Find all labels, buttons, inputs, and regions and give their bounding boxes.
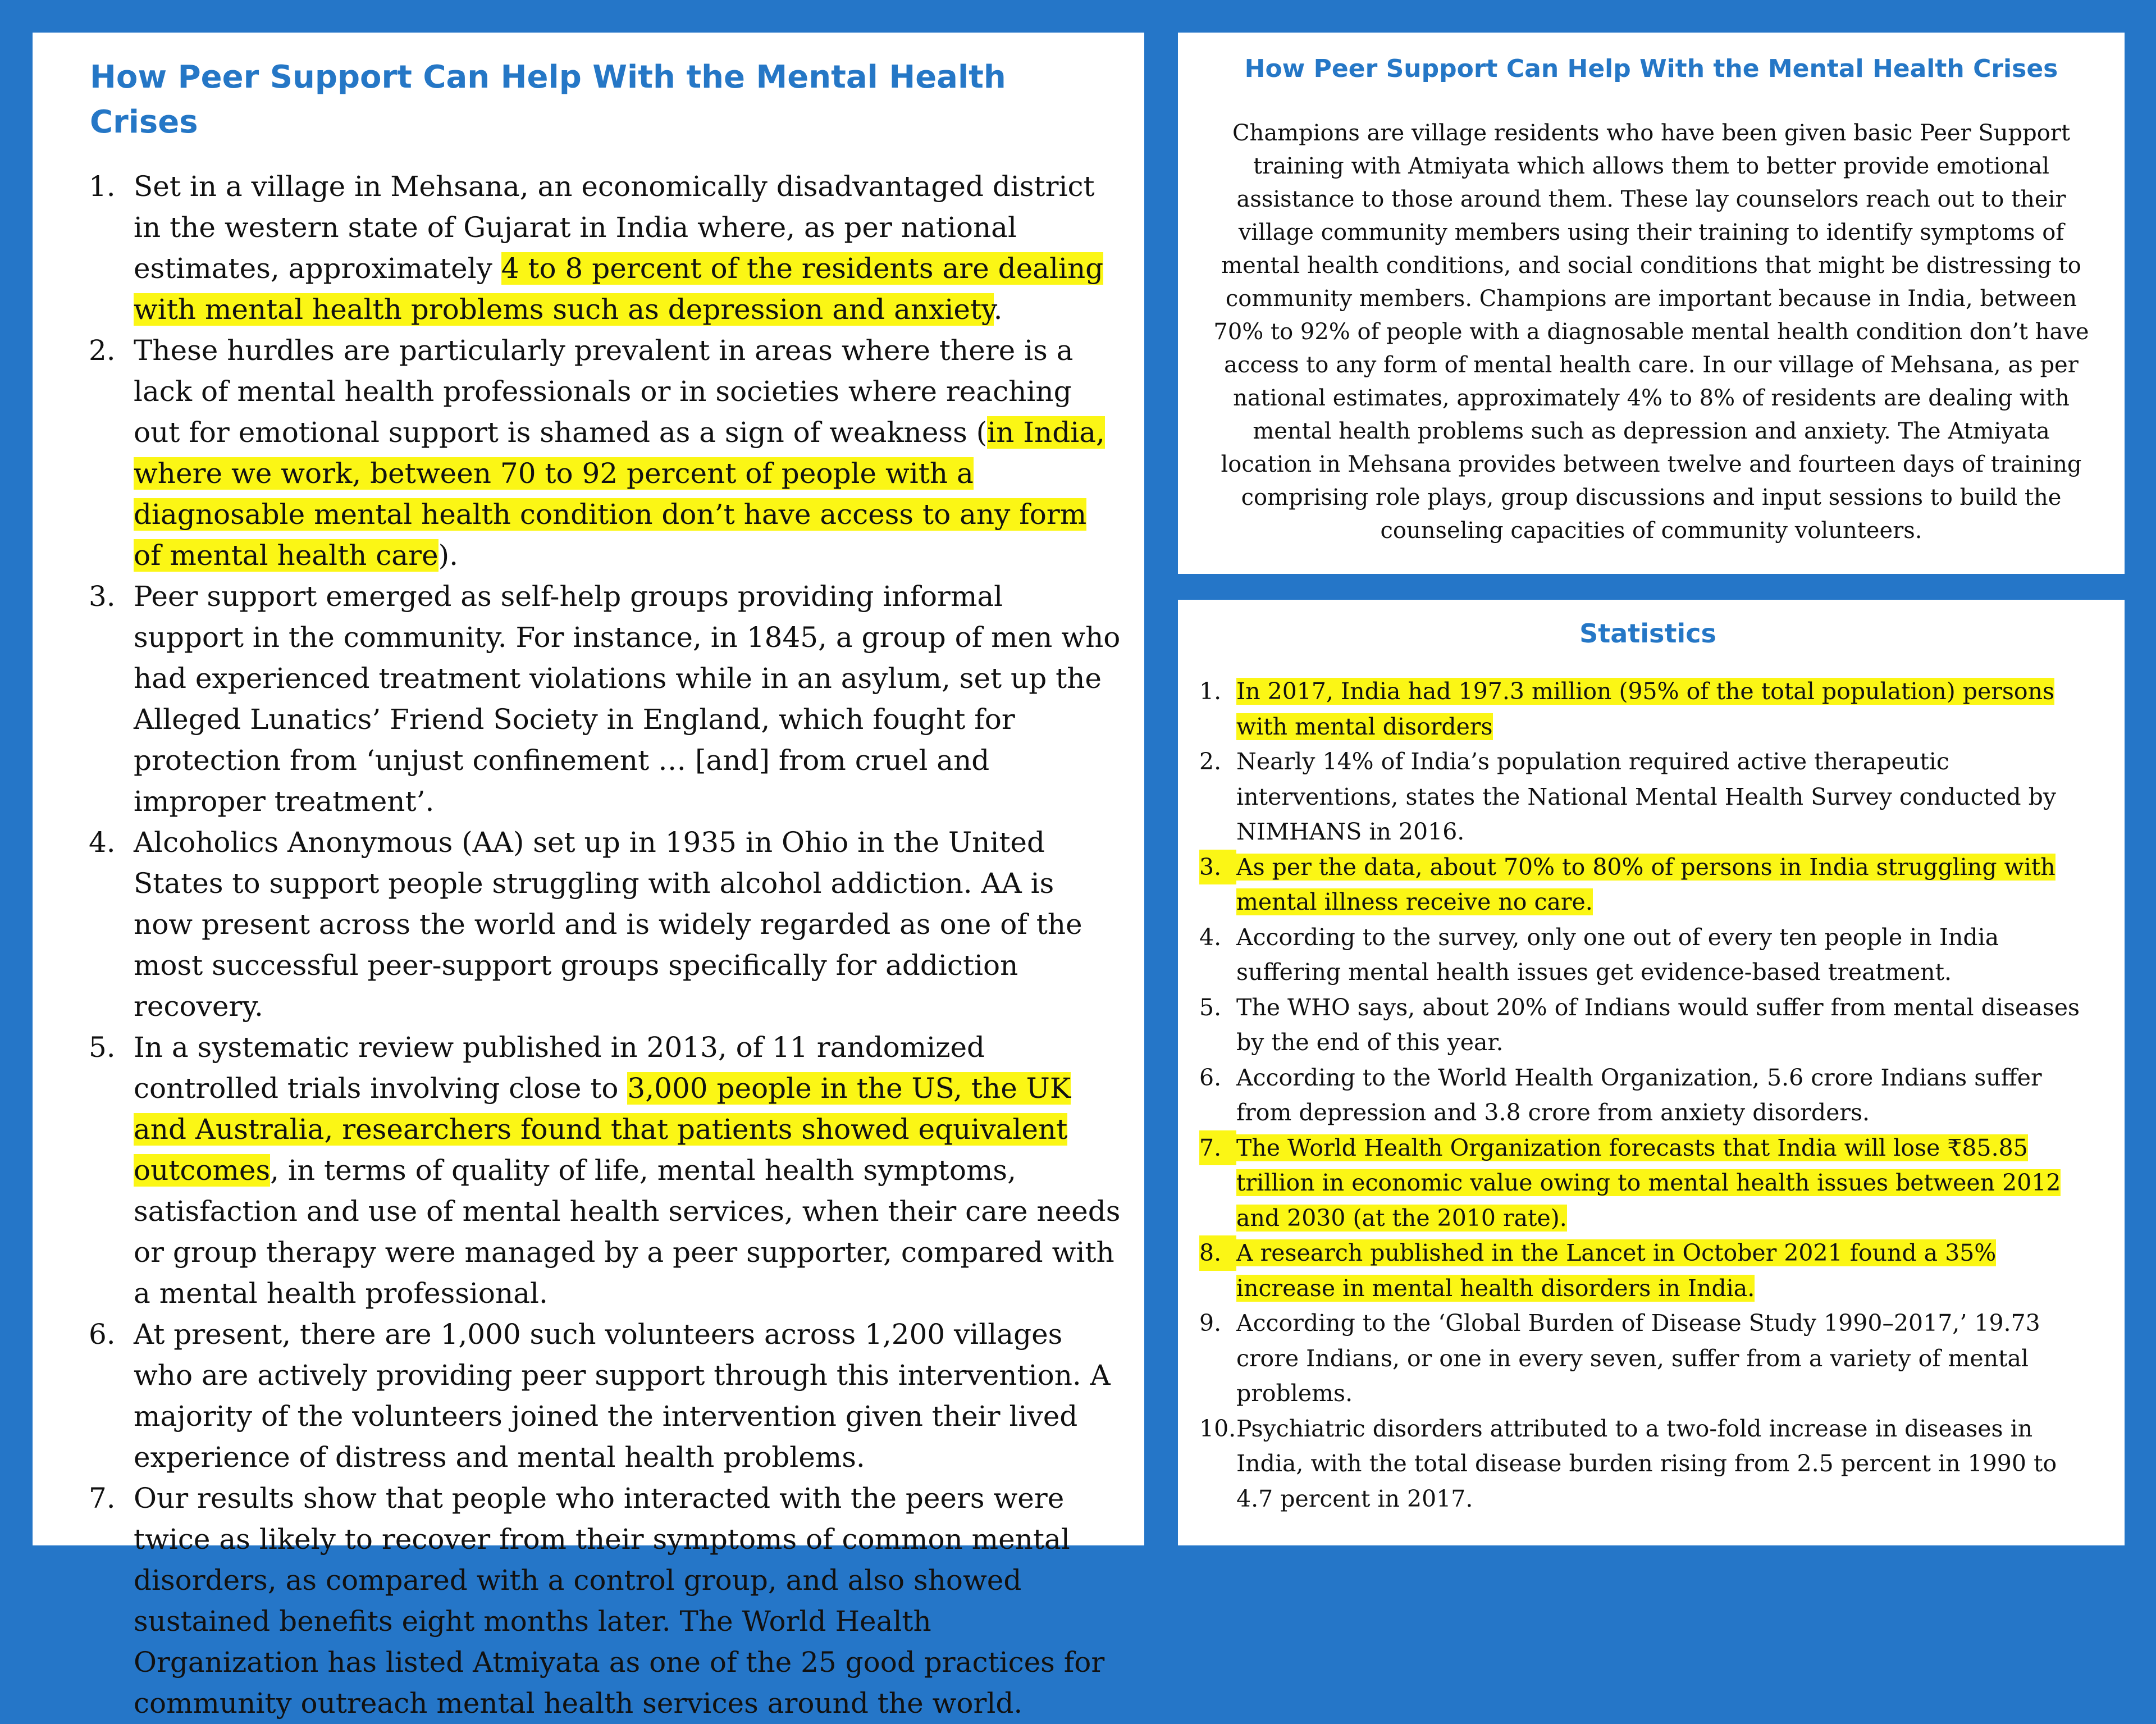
stat-item [1199,850,2096,920]
statistics-list [1199,674,2096,1516]
stat-item [1199,1235,2096,1306]
item-number: 3. [89,580,116,613]
stat-item [1199,744,2096,850]
list-item [89,330,1122,576]
stat-text: In 2017, India had 197.3 million (95% of the total population) persons with mental disorders [1236,678,2055,740]
stat-text: The WHO says, about 20% of Indians would suffer from mental diseases by the end of this year. [1236,993,2080,1056]
stat-text: According to the ‘Global Burden of Disease Study 1990–2017,’ 19.73 crore Indians, or one in every seven, suffer from a variety of mental problems. [1236,1310,2040,1407]
champions-paragraph: Champions are village residents who have been given basic Peer Support training with Atmiyata which allows them to better provide emotional assistance to those around them. These lay counselors reach out to their village community members using their training to identify symptoms of mental health conditions, and social conditions that might be distressing to community members. Champions are important because in India, between 70% to 92% of people with a diagnosable mental health condition don’t have access to any form of mental health care. In our village of Mehsana, as per national estimates, approximately 4% to 8% of residents are dealing with mental health problems such as depression and anxiety. The Atmiyata location in Mehsana provides between twelve and fourteen days of training comprising role plays, group discussions and input sessions to build the counseling capacities of community volunteers. [1213,120,2089,544]
stat-text: According to the World Health Organization, 5.6 crore Indians suffer from depression and 3.8 crore from anxiety disorders. [1236,1064,2042,1126]
item-text: Alcoholics Anonymous (AA) set up in 1935 in Ohio in the United States to support people struggling with alcohol addiction. AA is now present across the world and is widely regarded as one of the most successful peer-support groups specifically for addiction recovery. [134,826,1082,1023]
stat-item [1199,1130,2096,1236]
item-number: 7. [89,1482,116,1515]
item-text-end: ). [438,539,458,572]
statistics-panel [1178,600,2125,1545]
item-text-end: . [993,293,1003,326]
item-text: At present, there are 1,000 such volunteers across 1,200 villages who are actively providing peer support through this intervention. A majority of the volunteers joined the intervention given their lived experience of distress and mental health problems. [134,1318,1111,1474]
stat-number: 6. [1199,1064,1222,1091]
stat-number: 5. [1199,993,1222,1021]
stat-item [1199,1411,2096,1517]
item-number: 4. [89,826,116,859]
stat-number: 10. [1199,1415,1236,1442]
statistics-title: Statistics [1579,618,1716,649]
stat-text: According to the survey, only one out of every ten people in India suffering mental health issues get evidence-based treatment. [1236,923,1999,986]
stat-number: 1. [1199,678,1222,705]
item-text: In a systematic review published in 2013, of 11 randomized controlled trials involving close to [134,1031,985,1105]
peer-support-list [89,166,1122,1724]
item-number: 6. [89,1318,116,1351]
stat-item [1199,1306,2096,1411]
list-item [89,166,1122,330]
list-item [89,576,1122,822]
stat-item [1199,674,2096,744]
stat-text: The World Health Organization forecasts that India will lose ₹85.85 trillion in economic value owing to mental health issues between 2012 and 2030 (at the 2010 rate). [1236,1134,2061,1232]
stat-number: 7. [1199,1130,1236,1166]
stat-number: 9. [1199,1310,1222,1337]
item-number: 2. [89,334,116,367]
peer-support-panel [33,33,1144,1720]
item-text-end: , in terms of quality of life, mental health symptoms, satisfaction and use of mental health services, when their care needs or group therapy were managed by a peer supporter, compared with a mental health professional. [134,1154,1121,1310]
item-number: 5. [89,1031,116,1064]
item-text: Peer support emerged as self-help groups providing informal support in the community. For instance, in 1845, a group of men who had experienced treatment violations while in an asylum, set up the Alleged Lunatics’ Friend Society in England, which fought for protection from ‘unjust confinement … [and] from cruel and improper treatment’. [134,580,1121,818]
list-item [89,1478,1122,1724]
list-item [89,1314,1122,1478]
highlighted-text: in India, where we work, between 70 to 92 percent of people with a diagnosable mental health condition don’t have access to any form of mental health care [134,416,1105,572]
highlighted-text: 4 to 8 percent of the residents are dealing with mental health problems such as depression and anxiety [134,252,1104,326]
list-item [89,822,1122,1027]
item-text: Set in a village in Mehsana, an economically disadvantaged district in the western state of Gujarat in India where, as per national estimates, approximately [134,170,1095,285]
item-number: 1. [89,170,116,203]
stat-text: A research published in the Lancet in October 2021 found a 35% increase in mental health disorders in India. [1236,1239,1997,1302]
item-text: Our results show that people who interacted with the peers were twice as likely to recover from their symptoms of common mental disorders, as compared with a control group, and also showed sustained benefits eight months later. The World Health Organization has listed Atmiyata as one of the 25 good practices for community outreach mental health services around the world. [134,1482,1105,1720]
list-item [89,1027,1122,1314]
stat-number: 8. [1199,1235,1236,1271]
stat-number: 2. [1199,748,1222,775]
stat-text: As per the data, about 70% to 80% of persons in India struggling with mental illness receive no care. [1236,853,2055,915]
item-text: These hurdles are particularly prevalent in areas where there is a lack of mental health professionals or in societies where reaching out for emotional support is shamed as a sign of weakness ( [134,334,1074,449]
stat-item [1199,920,2096,990]
champions-title: How Peer Support Can Help With the Mental Health Crises [1244,54,2058,83]
stat-text: Psychiatric disorders attributed to a two-fold increase in diseases in India, with the total disease burden rising from 2.5 percent in 1990 to 4.7 percent in 2017. [1236,1415,2057,1512]
stat-number: 4. [1199,923,1222,951]
stat-item [1199,990,2096,1060]
champions-panel [1178,33,2125,574]
page-title: How Peer Support Can Help With the Mental Health Crises [90,59,1006,140]
highlighted-text: 3,000 people in the US, the UK and Australia, researchers found that patients showed equivalent outcomes [134,1072,1071,1187]
stat-text: Nearly 14% of India’s population required active therapeutic interventions, states the National Mental Health Survey conducted by NIMHANS in 2016. [1236,748,2057,845]
stat-number: 3. [1199,850,1236,885]
stat-item [1199,1060,2096,1130]
